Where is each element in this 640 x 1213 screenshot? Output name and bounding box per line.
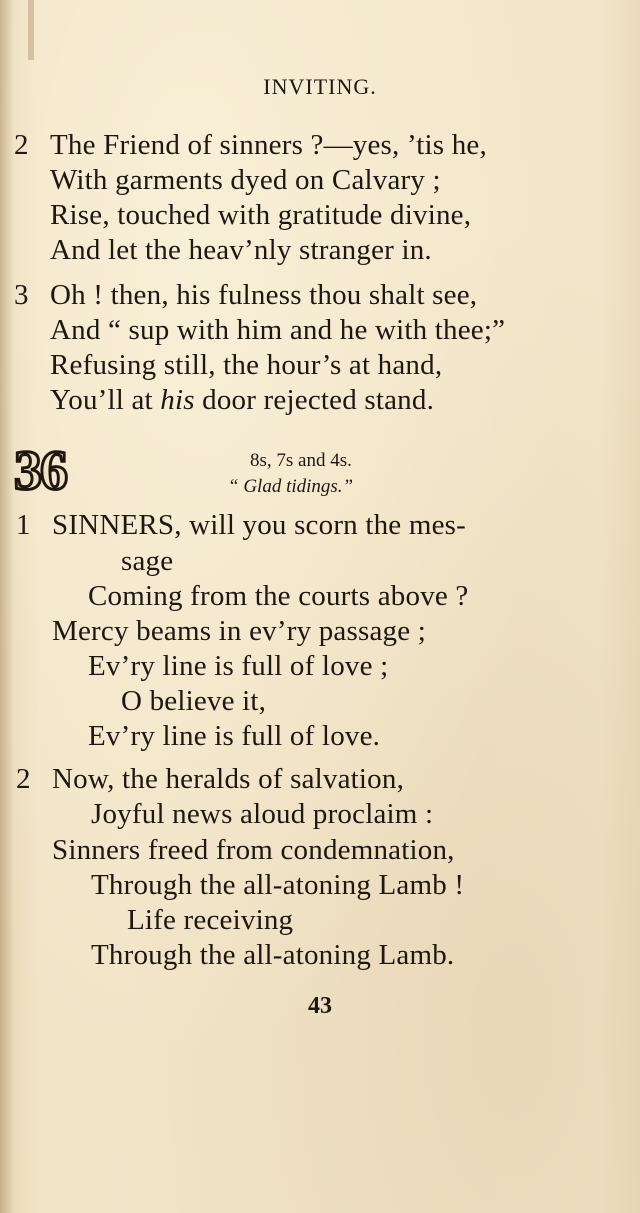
verse-line: Through the all-atoning Lamb. [91,939,455,971]
page-spine-shadow [0,0,14,1213]
verse-line: Through the all-atoning Lamb ! [91,869,465,901]
page-header: INVITING. [263,74,377,99]
hymn-meter: 8s, 7s and 4s. [250,450,352,471]
hymn-number: 36 [14,440,66,502]
italic-emphasis: his [160,384,195,416]
verse-number: 2 [16,763,31,795]
verse-line: Now, the heralds of salvation, [52,763,405,795]
verse-line: sage [121,545,174,577]
verse-line: Life receiving [127,904,294,936]
verse-line: Oh ! then, his fulness thou shalt see, [50,279,478,311]
line-text: door rejected stand. [194,384,435,416]
line-text: You’ll at [50,384,161,416]
verse-line: And “ sup with him and he with thee;” [50,314,506,346]
verse-line: Joyful news aloud proclaim : [91,798,434,830]
verse-line: Ev’ry line is full of love ; [88,650,389,682]
verse-line-with-italic [50,383,434,417]
verse-line: Coming from the courts above ? [88,580,469,612]
verse-number: 1 [16,509,31,541]
hymn-subtitle: “ Glad tidings.” [228,476,354,497]
page-edge-mark [28,0,34,60]
verse-number: 3 [14,279,29,311]
verse-line: The Friend of sinners ?—yes, ’tis he, [50,129,487,161]
verse-number: 2 [14,129,29,161]
verse-line: With garments dyed on Calvary ; [50,164,441,196]
verse-line: Refusing still, the hour’s at hand, [50,349,443,381]
page-number: 43 [308,993,332,1019]
verse-line: SINNERS, will you scorn the mes- [52,509,466,541]
verse-line: O believe it, [121,685,267,717]
verse-line: Sinners freed from condemnation, [52,834,455,866]
verse-line: Rise, touched with gratitude divine, [50,199,472,231]
verse-line: Mercy beams in ev’ry passage ; [52,615,427,647]
verse-line: And let the heav’nly stranger in. [50,234,432,266]
verse-line: Ev’ry line is full of love. [88,720,381,752]
